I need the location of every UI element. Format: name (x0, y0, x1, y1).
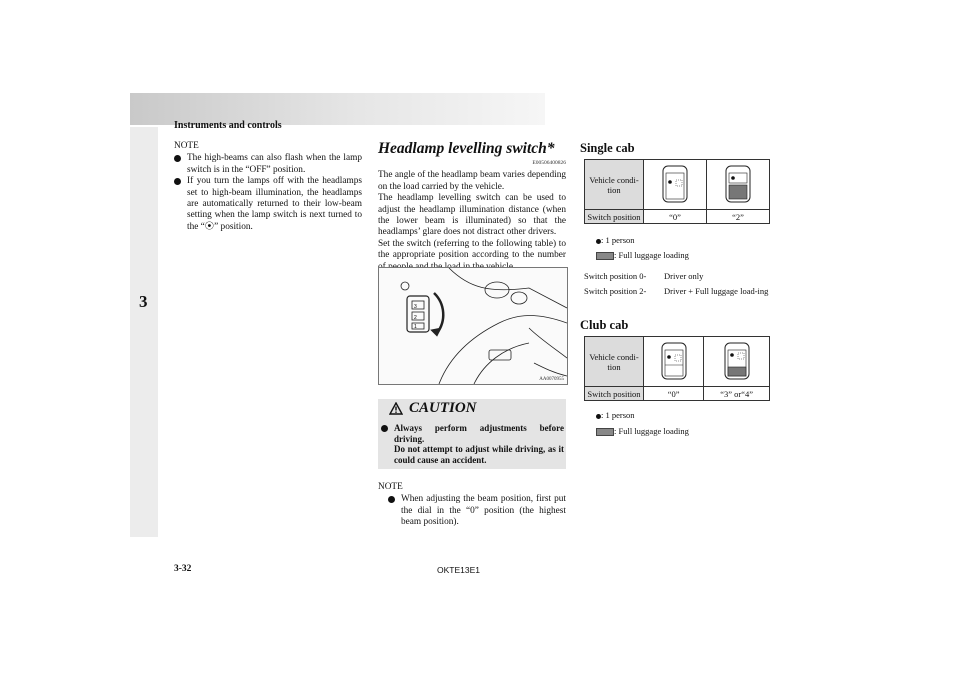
svg-text:3: 3 (414, 304, 417, 310)
article-paragraph: Set the switch (referring to the following table) to the appropriate position according to the number (378, 238, 566, 261)
caution-body (381, 423, 564, 465)
vehicle-condition-cell (707, 160, 770, 210)
article-paragraph: The headlamp levelling switch can be used to adjust the headlamp illumination distance (when the lower beam is illuminated) so that the headlamps’ glare does not distract other drivers. (378, 193, 566, 238)
note-text: When adjusting the beam position, first put the dial in the “0” position (the highest beam position). (401, 494, 566, 528)
row-label: Switch position (585, 210, 644, 224)
bullet-icon (381, 425, 388, 432)
legend-luggage: : Full luggage loading (596, 426, 689, 436)
document-code: OKTE13E1 (437, 565, 480, 575)
section-title: Instruments and controls (174, 120, 282, 131)
legend-text: 1 person (605, 410, 635, 420)
note-item (388, 494, 566, 528)
vehicle-diagram-icon (659, 341, 689, 381)
legend-text: Full luggage loading (618, 426, 689, 436)
switch-position-cell: “0” (644, 387, 704, 401)
row-label: Switch position (585, 387, 644, 401)
caution-line: Always perform adjustments before driving. (394, 423, 564, 444)
article-paragraph: The angle of the headlamp beam varies depending on the load carried by the vehicle. (378, 170, 566, 192)
caution-title: CAUTION (409, 400, 477, 416)
legend-person: : 1 person (596, 235, 635, 245)
caution-box (378, 399, 566, 469)
switch-position-cell: “3” or“4” (704, 387, 770, 401)
page-number: 3-32 (174, 564, 192, 574)
switch-value: Driver only (664, 271, 704, 281)
luggage-icon (596, 428, 614, 436)
single-cab-table (584, 159, 770, 224)
note-item (174, 176, 362, 233)
legend-person: : 1 person (596, 410, 635, 420)
note-text: The high-beams can also flash when the lamp switch is in the “OFF” position. (187, 153, 362, 175)
switch-label: Switch position 2- (584, 286, 647, 296)
vehicle-condition-cell (644, 337, 704, 387)
switch-label: Switch position 0- (584, 271, 647, 281)
note-text: If you turn the lamps off with the headlamps set to high-beam illumination, the headlamps are automatically returned to their low-beam setting when the lamp switch is next turned to the “⦿” position. (187, 176, 362, 232)
bullet-icon (174, 155, 181, 162)
chapter-sidebar (130, 127, 158, 537)
legend-text: Full luggage loading (618, 250, 689, 260)
note-item (174, 153, 362, 176)
club-cab-table (584, 336, 770, 401)
row-label: Vehicle condi-tion (585, 160, 644, 210)
svg-text:1: 1 (414, 324, 417, 330)
person-icon (596, 239, 601, 244)
club-cab-heading: Club cab (580, 318, 629, 332)
bottom-note (378, 482, 566, 529)
chapter-number: 3 (139, 292, 148, 311)
note-heading: NOTE (174, 141, 199, 151)
article-title: Headlamp levelling switch* (378, 140, 555, 157)
article (378, 140, 566, 273)
vehicle-condition-cell (704, 337, 770, 387)
row-label: Vehicle condi-tion (585, 337, 644, 387)
switch-value: Driver + Full luggage load-ing (664, 286, 769, 296)
figure-code: AA0070955 (539, 377, 564, 382)
person-icon (596, 414, 601, 419)
bullet-icon (174, 178, 181, 185)
vehicle-condition-cell (644, 160, 707, 210)
vehicle-diagram-icon (722, 341, 752, 381)
single-cab-heading: Single cab (580, 141, 635, 155)
caution-header (378, 399, 566, 420)
dashboard-illustration (379, 268, 567, 384)
bullet-icon (388, 496, 395, 503)
vehicle-diagram-icon (723, 164, 753, 204)
note-heading: NOTE (378, 482, 403, 492)
switch-position-cell: “2” (707, 210, 770, 224)
levelling-switch-figure (378, 267, 568, 385)
left-note (174, 141, 362, 233)
caution-item (381, 423, 564, 465)
svg-text:2: 2 (414, 315, 417, 321)
luggage-icon (596, 252, 614, 260)
vehicle-diagram-icon (660, 164, 690, 204)
caution-line: Do not attempt to adjust while driving, as it could cause an accident. (394, 444, 564, 465)
switch-position-cell: “0” (644, 210, 707, 224)
article-code: E00506400826 (532, 160, 566, 166)
legend-luggage: : Full luggage loading (596, 250, 689, 260)
warning-triangle-icon (389, 402, 403, 415)
legend-text: 1 person (605, 235, 635, 245)
